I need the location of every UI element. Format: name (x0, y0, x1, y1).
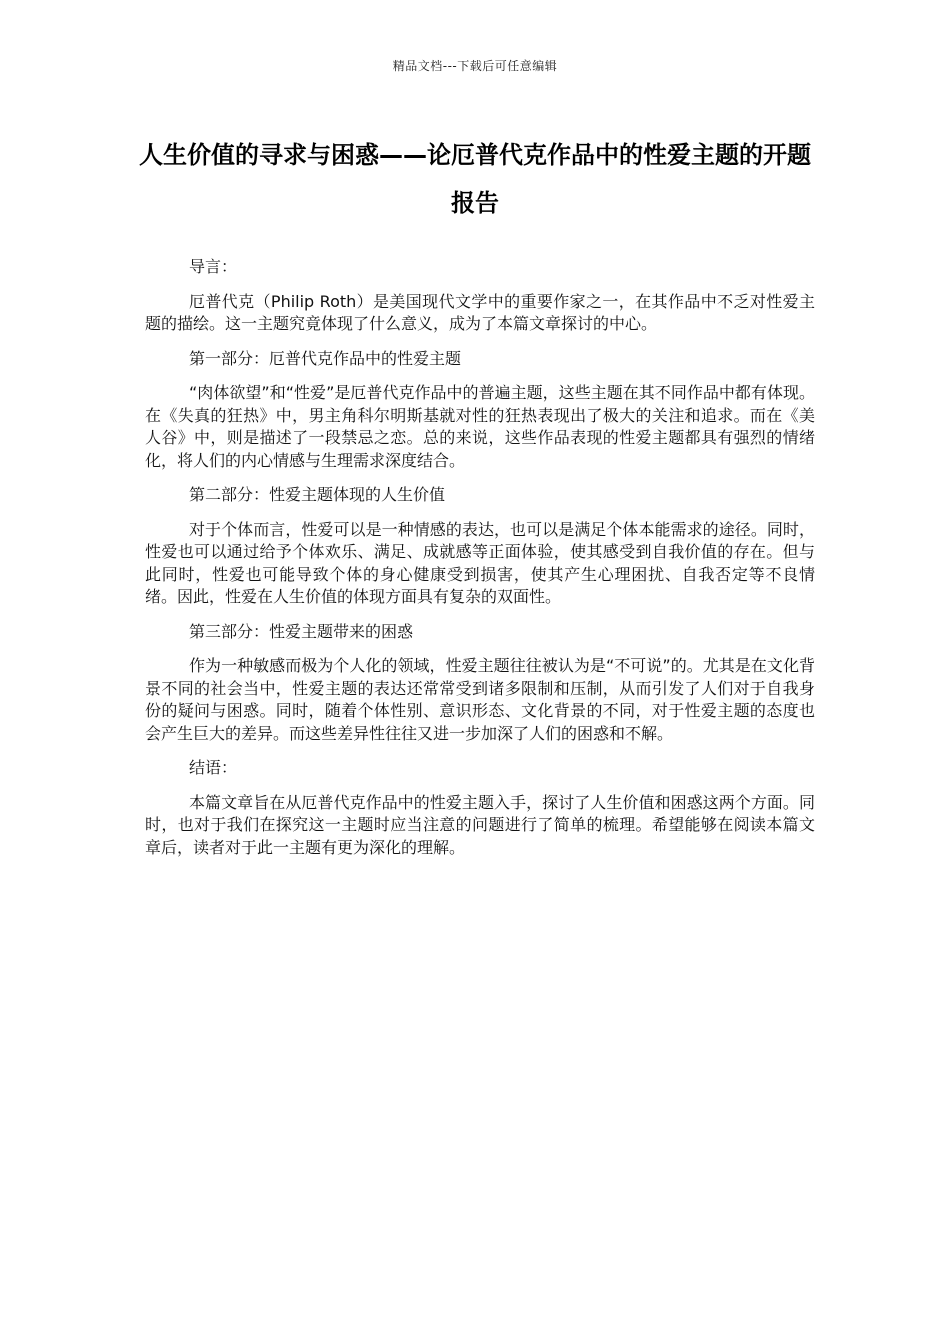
paragraph-part-one: “肉体欲望”和“性爱”是厄普代克作品中的普遍主题，这些主题在其不同作品中都有体现。在《失真的狂热》中，男主角科尔明斯基就对性的狂热表现出了极大的关注和追求。而在《美人谷》中，则是描述了一段禁忌之恋。总的来说，这些作品表现的性爱主题都具有强烈的情绪化，将人们的内心情感与生理需求深度结合。 (145, 383, 815, 470)
section-heading-conclusion: 结语： (189, 758, 238, 777)
paragraph-part-two: 对于个体而言，性爱可以是一种情感的表达，也可以是满足个体本能需求的途径。同时，性爱也可以通过给予个体欢乐、满足、成就感等正面体验，使其感受到自我价值的存在。但与此同时，性爱也可能导致个体的身心健康受到损害，使其产生心理困扰、自我否定等不良情绪。因此，性爱在人生价值的体现方面具有复杂的双面性。 (145, 519, 815, 606)
section-heading-intro: 导言： (189, 257, 238, 276)
document-body (145, 256, 815, 871)
header-note: 精品文档---下载后可任意编辑 (392, 59, 558, 73)
paragraph-intro: 厄普代克（Philip Roth）是美国现代文学中的重要作家之一，在其作品中不乏对性爱主题的描绘。这一主题究竟体现了什么意义，成为了本篇文章探讨的中心。 (145, 291, 815, 333)
document-title: 人生价值的寻求与困惑——论厄普代克作品中的性爱主题的开题报告 (139, 141, 811, 217)
paragraph-conclusion: 本篇文章旨在从厄普代克作品中的性爱主题入手，探讨了人生价值和困惑这两个方面。同时，也对于我们在探究这一主题时应当注意的问题进行了简单的梳理。希望能够在阅读本篇文章后，读者对于此一主题有更为深化的理解。 (145, 792, 815, 857)
section-heading-part-one: 第一部分：厄普代克作品中的性爱主题 (189, 348, 462, 368)
paragraph-part-three: 作为一种敏感而极为个人化的领域，性爱主题往往被认为是“不可说”的。尤其是在文化背景不同的社会当中，性爱主题的表达还常常受到诸多限制和压制，从而引发了人们对于自我身份的疑问与困惑。同时，随着个体性别、意识形态、文化背景的不同，对于性爱主题的态度也会产生巨大的差异。而这些差异性往往又进一步加深了人们的困惑和不解。 (145, 656, 815, 743)
section-heading-part-three: 第三部分：性爱主题带来的困惑 (189, 621, 414, 641)
section-heading-part-two: 第二部分：性爱主题体现的人生价值 (189, 485, 446, 504)
